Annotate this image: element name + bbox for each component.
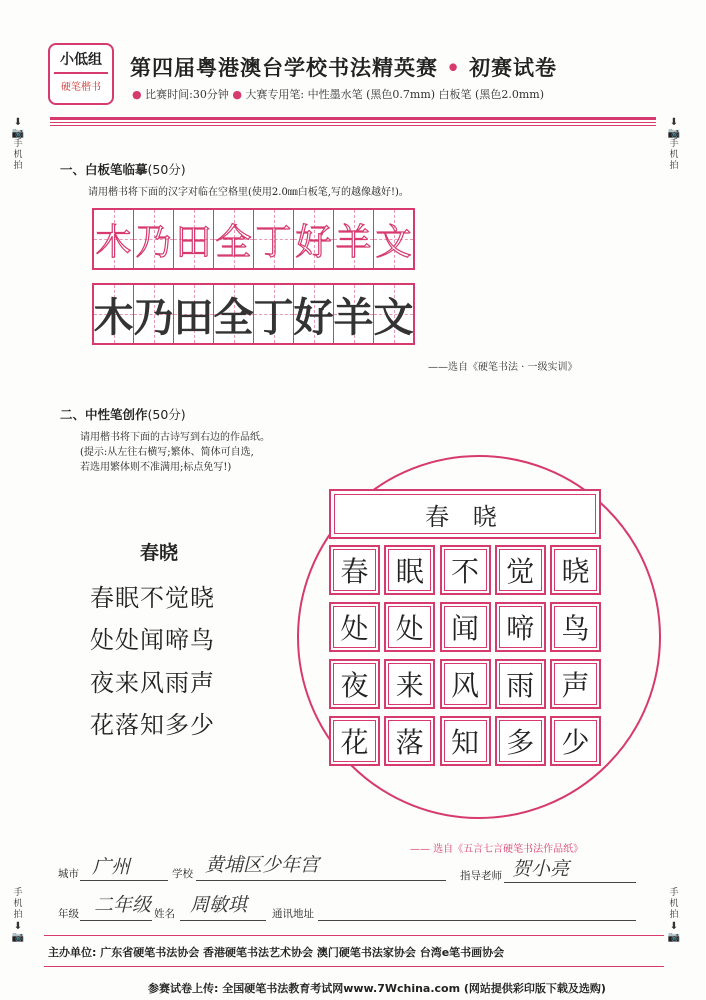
work-grid-cell [329,659,380,709]
section1-heading: 一、白板笔临摹(50分) [60,162,186,177]
section2-source: —— 选自《五言七言硬笔书法作品纸》 [410,844,584,855]
grid-character: 乃 [135,221,172,263]
section2-instruction-1: 请用楷书将下面的古诗写到右边的作品纸。 [80,432,270,443]
work-character: 处 [395,612,424,645]
grid-character: 文 [375,221,412,263]
work-grid-cell [495,716,546,766]
teacher-underline [504,882,636,883]
name-value[interactable]: 周敏琪 [190,894,248,916]
work-grid-row [329,602,601,652]
title-end: 初赛试卷 [469,55,558,80]
work-grid-cell [495,659,546,709]
work-grid-cell [384,545,435,595]
work-character: 春 [340,555,369,588]
grid-character: 木 [95,221,132,263]
work-grid-cell [440,659,491,709]
poem-line: 处处闻啼鸟 [90,626,215,654]
work-grid-cell [384,716,435,766]
badge-style-label: 硬笔楷书 [61,82,101,93]
section2-instruction-3: 若选用繁体则不准满用;标点免写!) [80,462,232,473]
organizers: 主办单位: 广东省硬笔书法协会 香港硬笔书法艺术协会 澳门硬笔书法家协会 台湾e笔书画协会 [48,946,505,959]
work-character: 眠 [395,555,424,588]
grid-cell [254,285,294,343]
side-photo-label-tl: ⬇📷 手机拍 [8,117,28,172]
section2-heading: 二、中性笔创作(50分) [60,407,186,422]
grid-character: 羊 [333,293,374,341]
grid-character: 丁 [253,293,294,341]
exam-time: 比赛时间:30分钟 [145,88,229,101]
exam-pens: 大赛专用笔: 中性墨水笔 (黑色0.7mm) 白板笔 (黑色2.0mm) [245,88,544,101]
city-value[interactable]: 广州 [92,856,131,878]
trace-grid-model [92,208,415,270]
city-underline [80,880,168,881]
school-underline [196,880,446,881]
work-character: 知 [450,726,479,759]
grid-cell [294,210,334,268]
work-character: 处 [340,612,369,645]
grid-character: 全 [213,293,254,341]
work-character: 落 [395,726,424,759]
bullet-icon: ● [232,88,242,101]
work-grid-cell [329,602,380,652]
camera-icon: ⬇📷 [667,921,681,943]
work-grid-row [329,659,601,709]
grid-cell [174,210,214,268]
grid-cell [214,285,254,343]
header-rule-thin [50,122,656,123]
work-grid-cell [440,602,491,652]
camera-icon: ⬇📷 [11,921,25,943]
work-character: 花 [340,726,369,759]
work-grid-cell [384,602,435,652]
school-label: 学校 [172,868,193,880]
poem-line: 花落知多少 [90,711,215,739]
grid-cell [214,210,254,268]
title-main: 第四届粤港澳台学校书法精英赛 [130,55,438,80]
camera-icon: ⬇📷 [11,117,25,139]
badge-group-label: 小低组 [60,52,102,68]
name-underline [180,920,266,921]
work-grid-cell [329,716,380,766]
header-rule-thin [50,125,656,126]
work-character: 啼 [506,612,535,645]
bullet-icon: ● [132,88,142,101]
work-grid-cell [495,545,546,595]
header-rule [50,117,656,120]
work-grid-cell [440,545,491,595]
trace-grid-student [92,283,415,345]
address-label: 通讯地址 [272,908,314,920]
work-grid-row [329,545,601,595]
work-grid-cell [440,716,491,766]
side-photo-label-bl: 手机拍 ⬇📷 [8,888,28,943]
work-character: 闻 [450,612,479,645]
work-grid-row [329,716,601,766]
grade-label: 年级 [58,908,79,920]
title-dot: • [446,55,461,80]
work-grid [329,545,601,773]
work-character: 觉 [506,555,535,588]
grid-cell [134,285,174,343]
work-grid-cell [384,659,435,709]
grid-cell [334,210,374,268]
work-character: 声 [561,669,590,702]
work-grid-cell [495,602,546,652]
grid-character: 好 [293,293,334,341]
page-title [130,52,557,82]
grid-cell [94,210,134,268]
work-character: 风 [450,669,479,702]
grid-character: 木 [93,293,134,341]
name-label: 姓名 [154,908,175,920]
work-character: 不 [450,555,479,588]
city-label: 城市 [58,868,79,880]
poem-title: 春晓 [140,542,179,564]
footer-upload-info: 参赛试卷上传: 全国硬笔书法教育考试网www.7Wchina.com (网站提供彩印版下载及选购) [148,982,606,995]
section1-source: ——选自《硬笔书法 · 一级实训》 [428,362,578,373]
grid-character: 好 [295,221,332,263]
work-character: 鸟 [561,612,590,645]
grid-cell [294,285,334,343]
grid-character: 羊 [335,221,372,263]
address-underline[interactable] [318,920,636,921]
work-title-box [329,489,601,539]
work-grid-cell [550,545,601,595]
work-character: 多 [506,726,535,759]
grid-character: 丁 [255,221,292,263]
grid-cell [174,285,214,343]
school-value[interactable]: 黄埔区少年宫 [205,854,320,876]
grade-underline [80,920,152,921]
work-character: 夜 [340,669,369,702]
grid-character: 田 [173,293,214,341]
grid-cell [94,285,134,343]
work-grid-cell [550,659,601,709]
grid-cell [374,210,413,268]
grade-value[interactable]: 二年级 [94,894,152,916]
work-grid-cell [550,716,601,766]
grid-cell [134,210,174,268]
side-photo-label-tr: ⬇📷 手机拍 [664,117,684,172]
section2-instruction-2: (提示:从左往右横写;繁体、简体可自选, [80,447,254,458]
badge-divider [54,72,108,74]
work-title: 春 晓 [425,502,505,531]
work-grid-cell [550,602,601,652]
grid-character: 全 [215,221,252,263]
poem-line: 春眠不觉晓 [90,584,215,612]
grid-character: 乃 [133,293,174,341]
footer-rule [44,966,664,967]
work-grid-cell [329,545,380,595]
footer-rule [44,935,664,936]
teacher-label: 指导老师 [460,870,502,882]
poem-line: 夜来风雨声 [90,669,215,697]
exam-info [132,86,544,102]
group-badge [48,43,114,105]
work-character: 来 [395,669,424,702]
work-character: 晓 [561,555,590,588]
camera-icon: ⬇📷 [667,117,681,139]
teacher-value[interactable]: 贺小亮 [512,858,570,880]
grid-cell [374,285,413,343]
section1-instruction: 请用楷书将下面的汉字对临在空格里(使用2.0㎜白板笔,写的越像越好!)。 [88,187,409,198]
grid-character: 田 [175,221,212,263]
side-photo-label-br: 手机拍 ⬇📷 [664,888,684,943]
grid-cell [254,210,294,268]
grid-character: 文 [373,293,414,341]
work-character: 少 [561,726,590,759]
grid-cell [334,285,374,343]
work-character: 雨 [506,669,535,702]
